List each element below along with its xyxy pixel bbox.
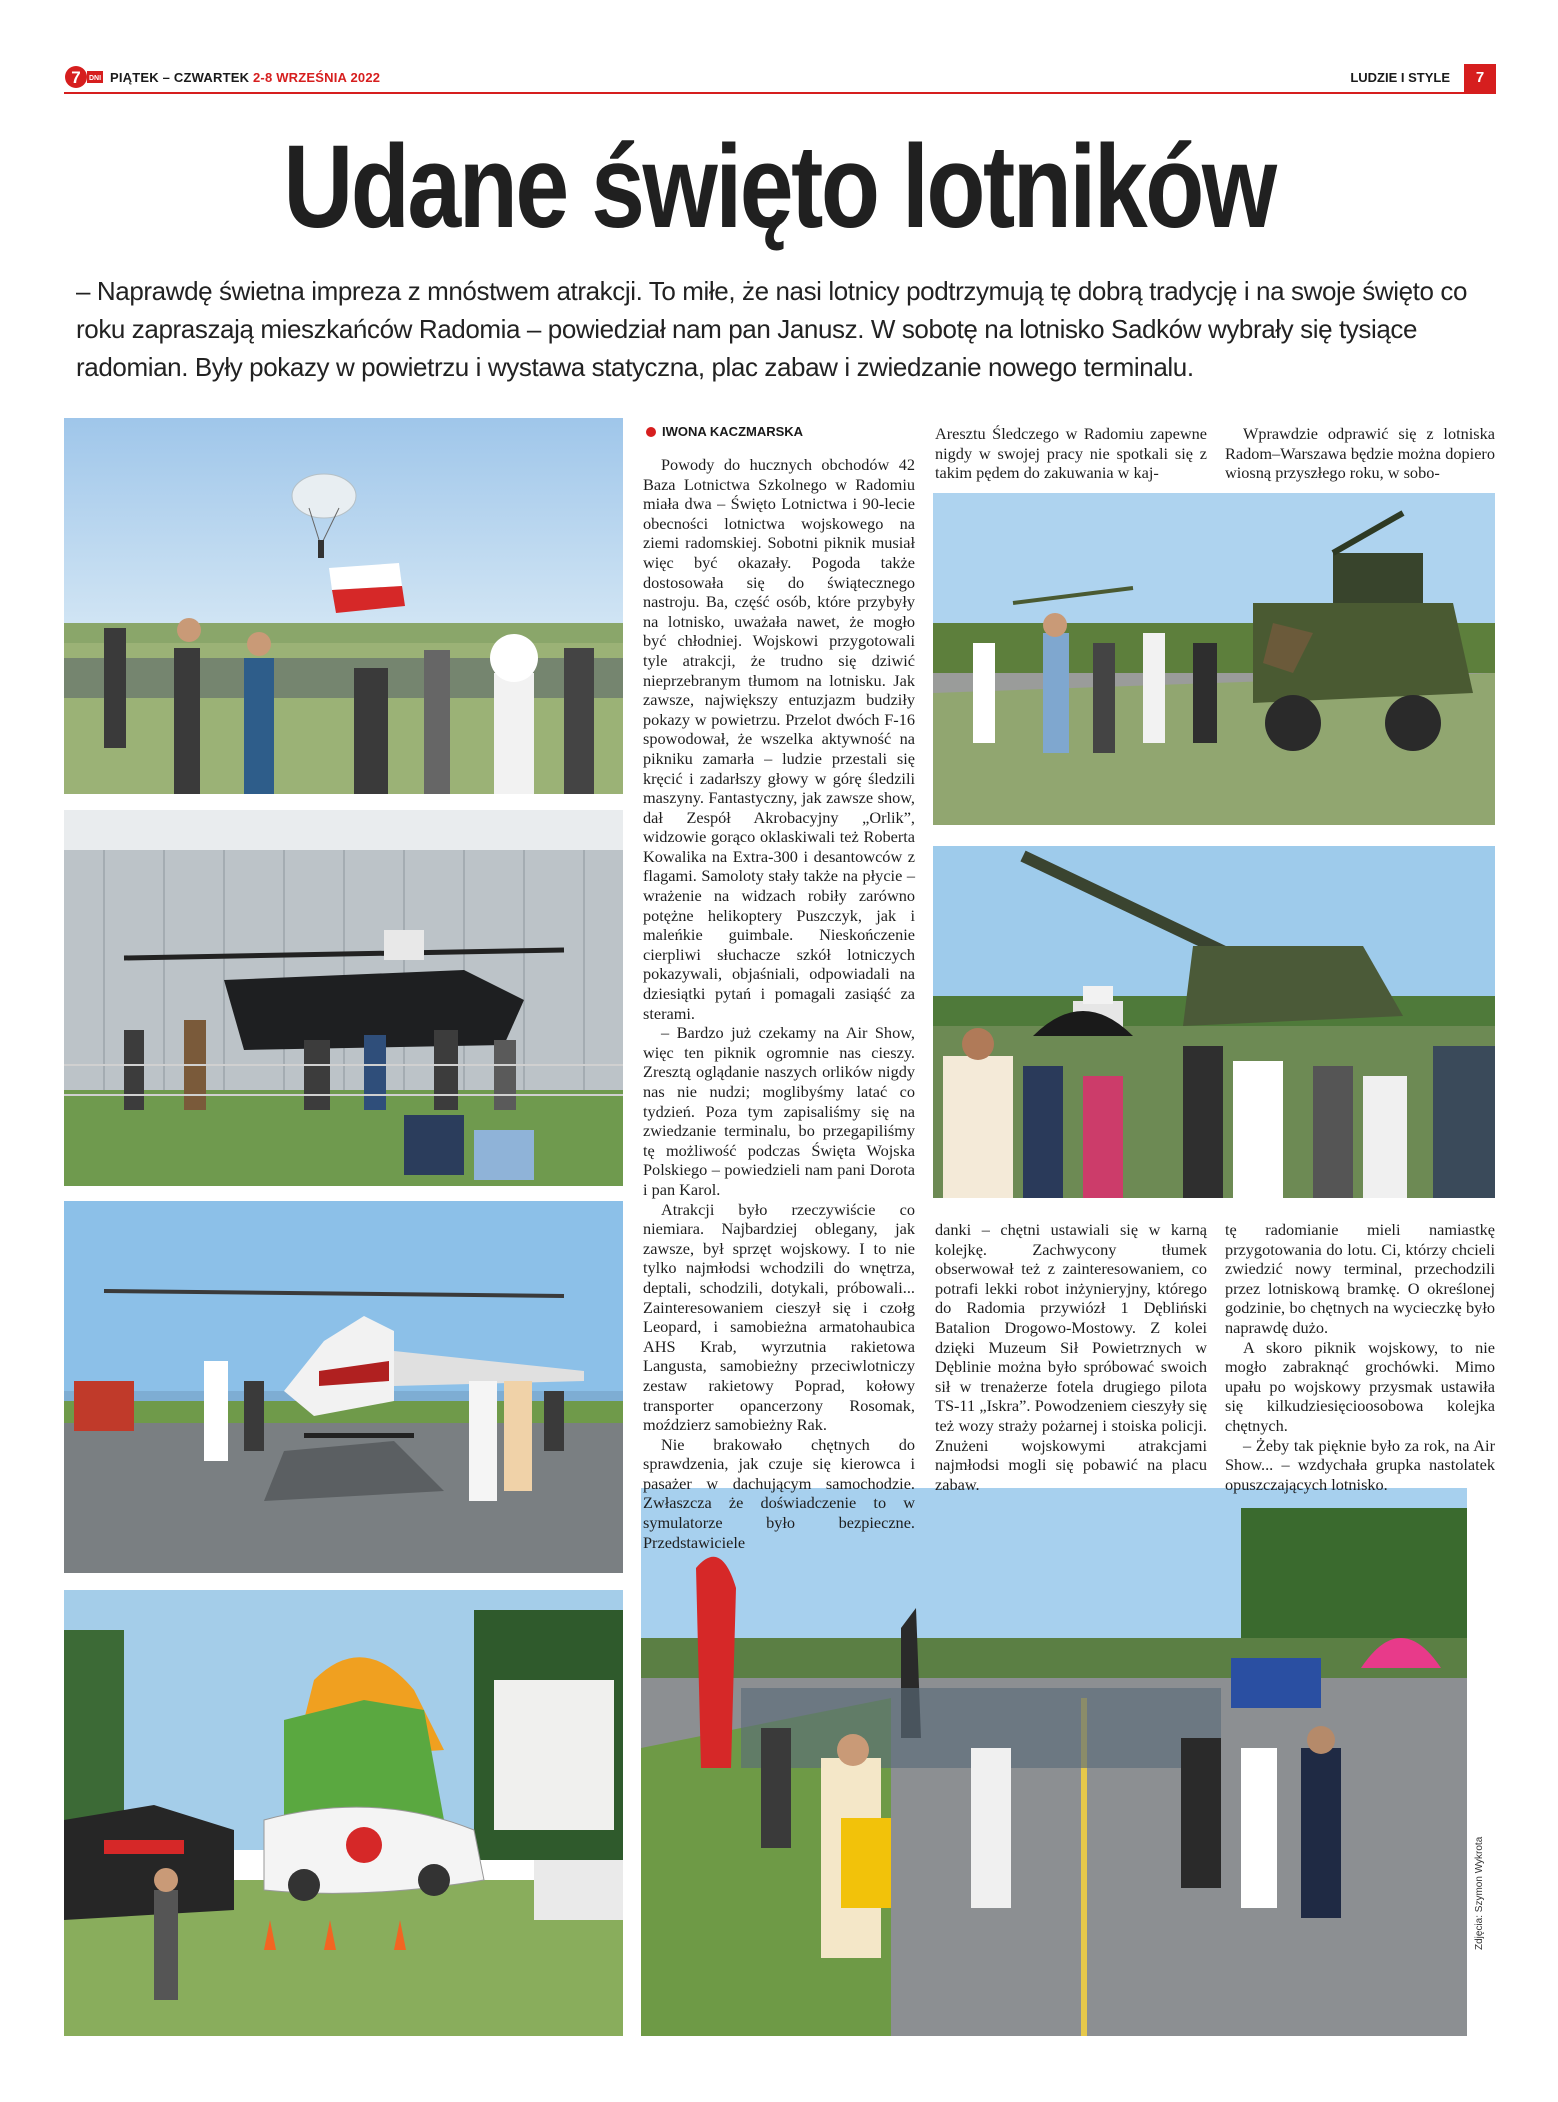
newspaper-logo-icon	[64, 64, 104, 90]
issue-day-range: PIĄTEK – CZWARTEK	[110, 70, 250, 85]
photo-parachutist	[64, 418, 623, 794]
article-column-2-top	[935, 424, 1207, 483]
photo-car-simulator	[64, 1590, 623, 2036]
article-headline: Udane święto lotników	[283, 121, 1275, 253]
paragraph: – Bardzo już czekamy na Air Show, więc ten piknik ogromnie nas cieszy. Zresztą oglądanie naszych orlików nigdy nas nie nudzi; moglibyśmy latać co tydzień. Poza tym zapisaliśmy się na zwiedzanie terminalu, bo przegapiliśmy tę możliwość podczas Święta Wojska Polskiego – powiedzieli nam pani Dorota i pan Karol.	[643, 1023, 915, 1199]
article-column-3-bottom	[1225, 1220, 1495, 1494]
article-byline	[646, 424, 803, 439]
paragraph: danki – chętni ustawiali się w karną kolejkę. Zachwycony tłumek obserwował też z zainteresowaniem, co potrafi lekki robot inżynieryjny, którego do Radomia przywiózł 1 Dębliński Batalion Drogowo-Mostowy. Z kolei dzięki Muzeum Sił Powietrznych w Dęblinie można było spróbować swoich sił w trenażerze fotela drugiego pilota TS-11 „Iskra”. Powodzeniem cieszyły się też wozy straży pożarnej i stoiska policji. Znużeni wojskowymi atrakcjami najmłodsi mogli się pobawić na placu zabaw.	[935, 1220, 1207, 1494]
paragraph: A skoro piknik wojskowy, to nie mogło zabraknąć grochówki. Mimo upału po wojskowy przysmak ustawiła się kilkudziesięcioosobowa kolejka chętnych.	[1225, 1337, 1495, 1435]
page-number: 7	[1464, 64, 1496, 92]
paragraph: Aresztu Śledczego w Radomiu zapewne nigdy w swojej pracy nie spotkali się z takim pędem do zakuwania w kaj-	[935, 424, 1207, 483]
paragraph: – Żeby tak pięknie było za rok, na Air Show... – wzdychała grupka nastolatek opuszczających lotnisko.	[1225, 1435, 1495, 1494]
svg-text:7: 7	[71, 68, 81, 87]
page-header	[64, 64, 1496, 94]
paragraph: Powody do hucznych obchodów 42 Baza Lotnictwa Szkolnego w Radomiu miała dwa – Święto Lotnictwa i 90-lecie obecności lotnictwa wojskowego na ziemi radomskiej. Sobotni piknik musiał więc być okazały. Pogoda także dostosowała się do świątecznego nastroju. Ba, część osób, które przybyły na lotnisko, uważała nawet, że mogło być chłodniej. Wojskowi przygotowali tyle atrakcji, że trudno się dziwić nieprzebranym tłumom na lotnisku. Jak zawsze, największy entuzjazm budziły pokazy w powietrzu. Przelot dwóch F-16 spowodował, że wszelka aktywność na pikniku zamarła – ludzie przestali się kręcić i zadarłszy głowy w górę śledzili maszyny. Fantastyczny, jak zawsze show, dał Zespół Akrobacyjny „Orlik”, widzowie gorąco oklaskiwali też Roberta Kowalika na Extra-300 i desantowców z flagami. Samoloty stały także na płycie – wrażenie na widzach robiły zarówno potężne helikoptery Puszczyk, jak i maleńkie guimbale. Nieskończenie cierpliwi słuchacze szkół lotniczych pokazywali, objaśniali, odpowiadali na dziesiątki pytań i pomagali zasiąść za sterami.	[643, 455, 915, 1023]
photo-black-helicopter	[64, 810, 623, 1186]
issue-date	[110, 70, 380, 85]
photo-crowd-tarmac	[641, 1488, 1467, 2036]
header-rule	[64, 92, 1496, 94]
section-name: LUDZIE I STYLE	[1350, 70, 1450, 85]
photo-credit: Zdjęcia: Szymon Wykrota	[1474, 1836, 1485, 1950]
paragraph: Atrakcji było rzeczywiście co niemiara. Najbardziej oblegany, jak zawsze, był sprzęt wojskowy. I to nie tylko najmłodsi wchodzili do wnętrza, deptali, schodzili, dotykali, próbowali... Zainteresowaniem cieszył się i czołg Leopard, i samobieżna armatohaubica AHS Krab, wyrzutnia rakietowa Langusta, samobieżny przeciwlotniczy zestaw rakietowy Poprad, kołowy transporter opancerzony Rosomak, moździerz samobieżny Rak.	[643, 1199, 915, 1435]
paragraph: Nie brakowało chętnych do sprawdzenia, jak czuje się kierowca i pasażer w dachującym samochodzie. Zwłaszcza że doświadczenie to w symulatorze było bezpieczne. Przedstawiciele	[643, 1434, 915, 1552]
article-column-3-top	[1225, 424, 1495, 483]
article-lead: – Naprawdę świetna impreza z mnóstwem atrakcji. To miłe, że nasi lotnicy podtrzymują tę dobrą tradycję i na swoje święto co roku zapraszają mieszkańców Radomia – powiedział nam pan Janusz. W sobotę na lotnisko Sadków wybrały się tysiące radomian. Były pokazy w powietrzu i wystawa statyczna, plac zabaw i zwiedzanie nowego terminalu.	[76, 276, 1468, 382]
article-column-1	[643, 455, 915, 1552]
article-column-2-bottom	[935, 1220, 1207, 1494]
svg-text:DNI: DNI	[88, 75, 102, 82]
photo-howitzer	[933, 846, 1495, 1198]
author-name: IWONA KACZMARSKA	[662, 424, 804, 439]
paragraph: Wprawdzie odprawić się z lotniska Radom–Warszawa będzie można dopiero wiosną przyszłego roku, w sobo-	[1225, 424, 1495, 483]
photo-white-helicopter	[64, 1201, 623, 1573]
byline-dot-icon	[646, 427, 656, 437]
issue-date-range: 2-8 WRZEŚNIA 2022	[253, 70, 381, 85]
photo-military-truck	[933, 493, 1495, 825]
paragraph: tę radomianie mieli namiastkę przygotowania do lotu. Ci, którzy chcieli zwiedzić nowy terminal, przechodzili przez lotniskową bramkę. O określonej godzinie, bo chętnych na wycieczkę było naprawdę dużo.	[1225, 1220, 1495, 1337]
